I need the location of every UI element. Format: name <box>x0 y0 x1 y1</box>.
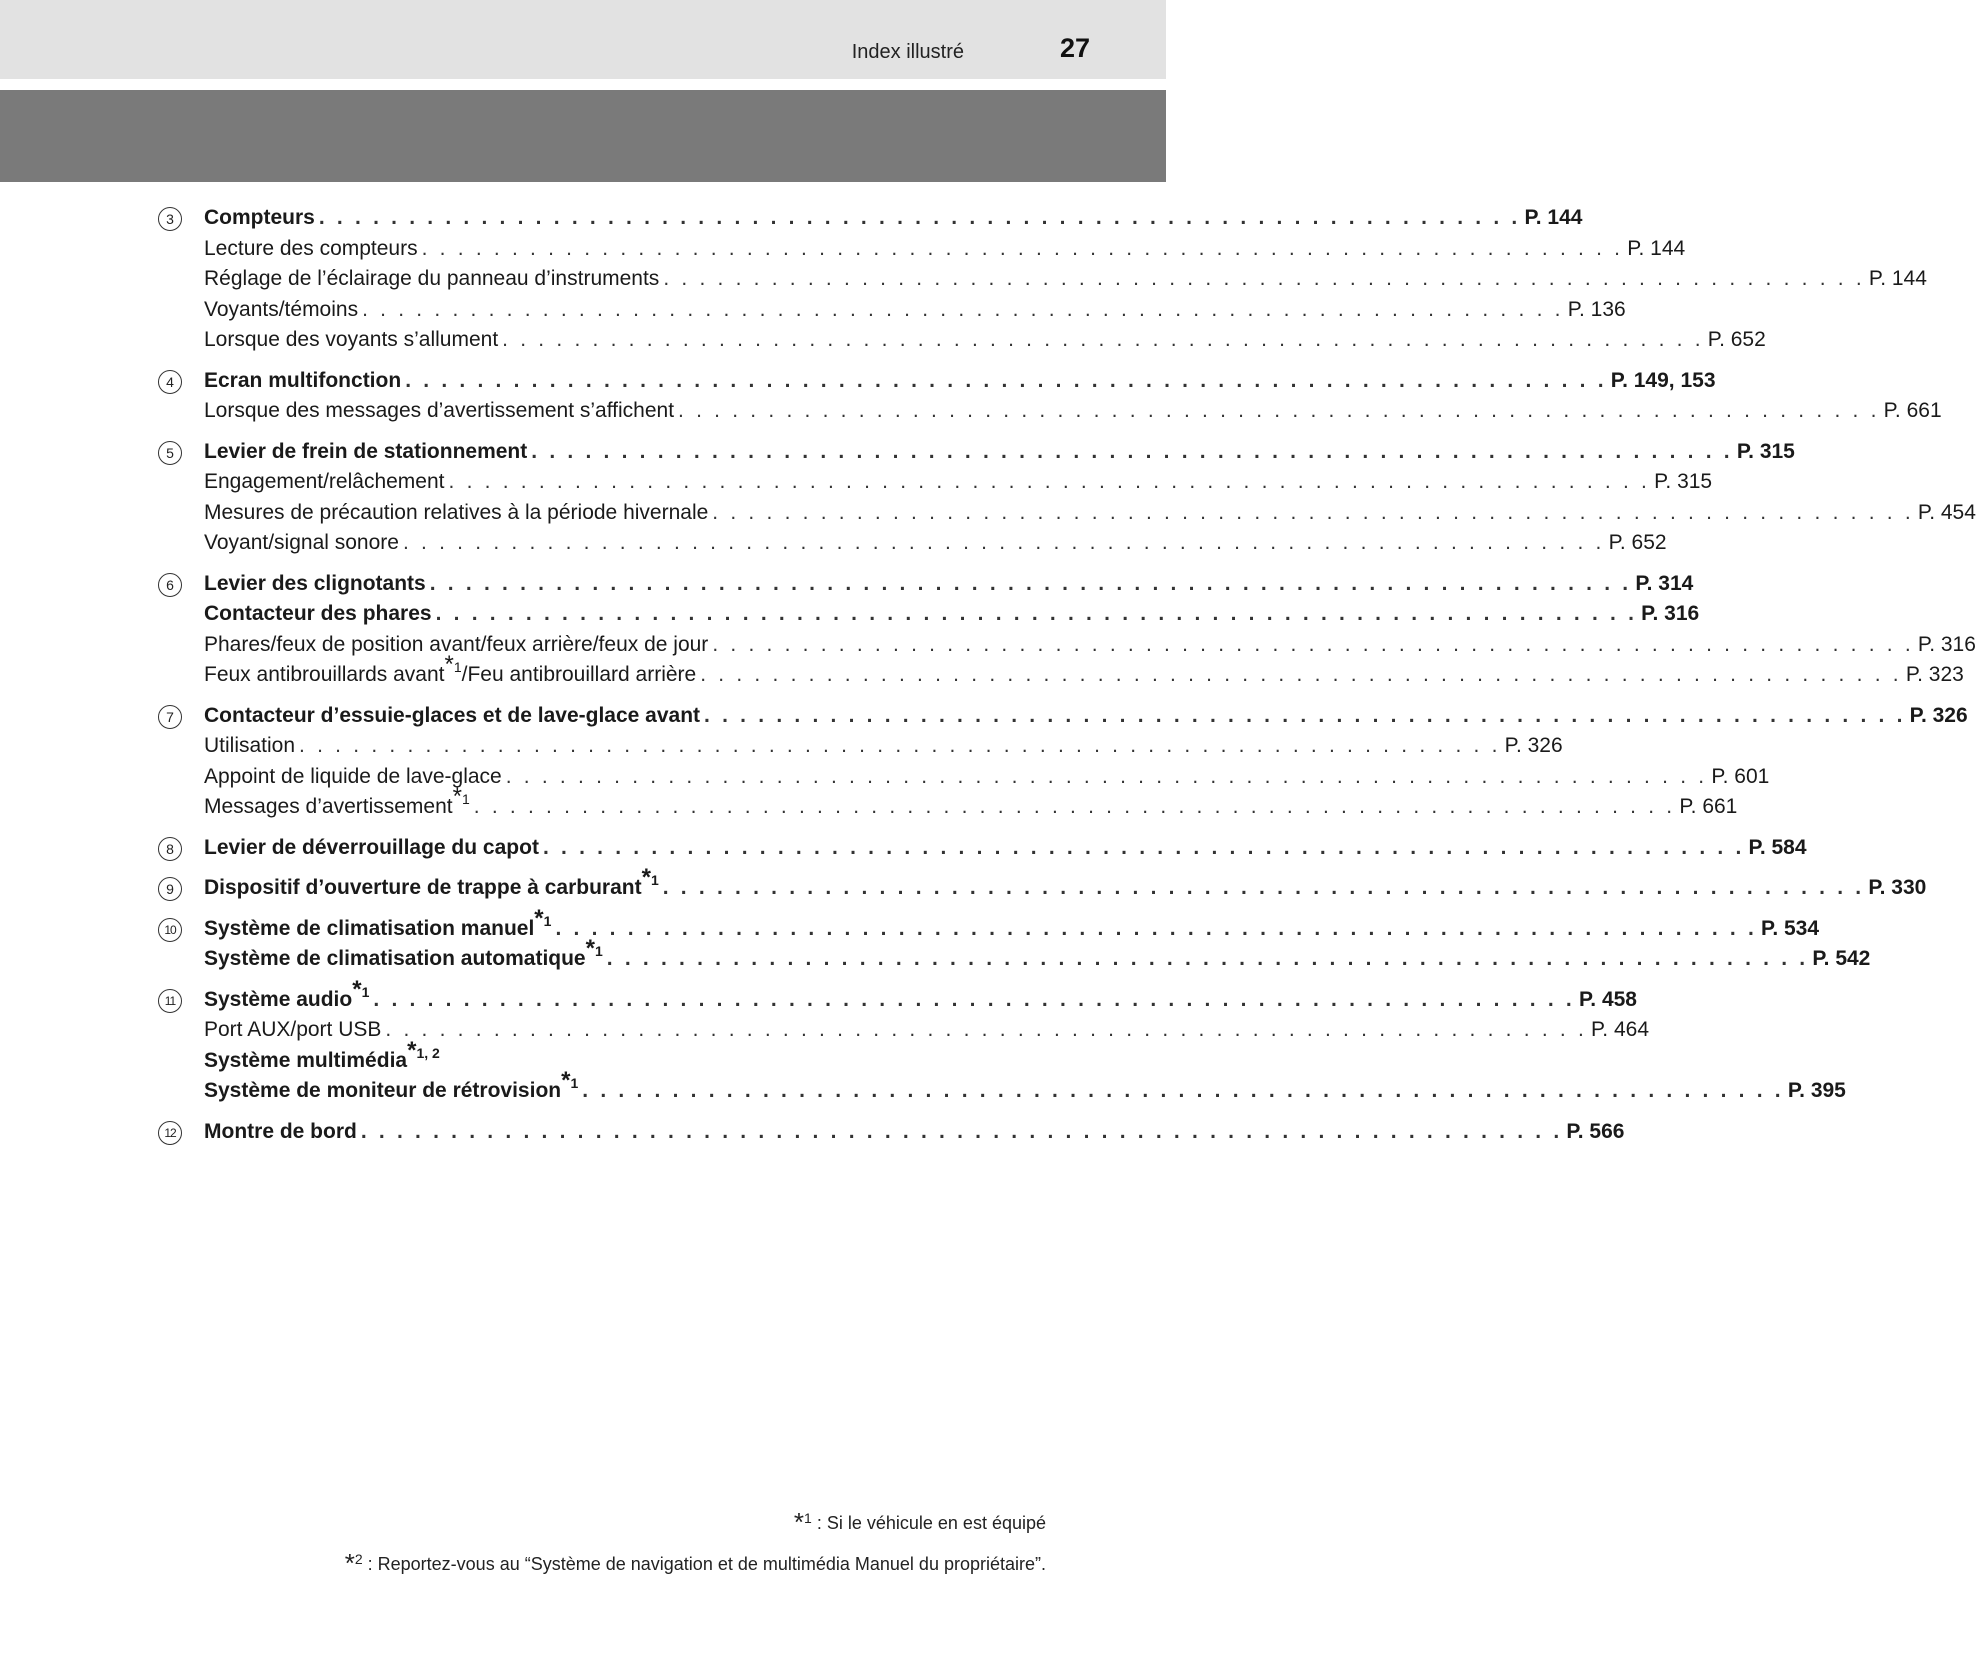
page-reference: P. 144 <box>1524 206 1583 229</box>
index-entry <box>158 935 1871 975</box>
index-entry <box>158 366 1716 397</box>
entry-label: Mesures de précaution relatives à la période hivernale <box>204 500 709 524</box>
leader-dots: . . . . . . . . . . . . . . . . . . . . . . . . . . . . . . . . . . . . . . . . . . . . . . . . . . . . . . . . . . . . . . . . . . . <box>662 876 1865 899</box>
entry-label: Appoint de liquide de lave-glace <box>204 764 502 788</box>
entry-row <box>204 1067 1846 1107</box>
leader-dots: . . . . . . . . . . . . . . . . . . . . . . . . . . . . . . . . . . . . . . . . . . . . . . . . . . . . . . . . . . . . . . . . . . . <box>360 1119 1563 1143</box>
index-entry <box>158 569 1694 600</box>
leader-dots: . . . . . . . . . . . . . . . . . . . . . . . . . . . . . . . . . . . . . . . . . . . . . . . . . . . . . . . . . . . . . . . . . . . <box>582 1079 1784 1102</box>
section-title: Index illustré <box>851 41 964 63</box>
index-entry <box>158 1036 1000 1077</box>
entry-label: Lorsque des voyants s’allument <box>204 328 499 351</box>
page-reference: P. 566 <box>1566 1119 1625 1143</box>
entry-row <box>204 630 1976 661</box>
entry-label: Système multimédia$^{*1, 2}$ <box>204 1036 440 1072</box>
page-reference: P. 144 <box>1868 267 1927 290</box>
footnote-mark: *1 <box>534 904 552 932</box>
leader-dots: . . . . . . . . . . . . . . . . . . . . . . . . . . . . . . . . . . . . . . . . . . . . . . . . . . . . . . . . . . . . . . . . . . . <box>663 267 1865 290</box>
index-entry <box>158 234 1686 265</box>
footnote-item: $*_2$ : Reportez-vous au “Système de navigation et de multimédia Manuel du propriétaire”. <box>344 1548 1046 1578</box>
page-reference: P. 454 <box>1917 500 1976 524</box>
circled-number: 11 <box>158 989 182 1013</box>
leader-dots: . . . . . . . . . . . . . . . . . . . . . . . . . . . . . . . . . . . . . . . . . . . . . . . . . . . . . . . . . . . . . . . . . . . <box>712 500 1914 524</box>
page-reference: P. 601 <box>1711 764 1770 788</box>
circled-number: 7 <box>158 705 182 729</box>
page-reference: P. 136 <box>1567 297 1626 321</box>
entry-row <box>204 234 1686 265</box>
page-reference: P. 314 <box>1635 571 1694 595</box>
page-reference: P. 316 <box>1641 602 1700 625</box>
entry-label: Système de climatisation automatique$^{*1}$ <box>204 935 603 970</box>
entry-row <box>204 498 1976 529</box>
entry-label: Phares/feux de position avant/feux arrière/feux de jour <box>204 632 709 656</box>
leader-dots: . . . . . . . . . . . . . . . . . . . . . . . . . . . . . . . . . . . . . . . . . . . . . . . . . . . . . . . . . . . . . . . . . . . <box>421 236 1624 260</box>
leader-dots: . . . . . . . . . . . . . . . . . . . . . . . . . . . . . . . . . . . . . . . . . . . . . . . . . . . . . . . . . . . . . . . . . . . <box>712 632 1914 656</box>
index-entry <box>158 701 1968 732</box>
index-entry <box>158 498 1976 529</box>
index-entry <box>158 904 1820 945</box>
footnote-item: $*_1$ : Si le véhicule en est équipé <box>793 1507 1046 1537</box>
footnote-mark: *1, 2 <box>407 1036 440 1064</box>
entry-row <box>204 1015 1650 1046</box>
page-reference: P. 458 <box>1578 987 1637 1011</box>
page-number: 27 <box>1059 33 1090 63</box>
page-reference: P. 323 <box>1905 663 1964 686</box>
entry-label: Lorsque des messages d’avertissement s’affichent <box>204 399 675 422</box>
entry-label: Utilisation <box>204 734 296 757</box>
leader-dots: . . . . . . . . . . . . . . . . . . . . . . . . . . . . . . . . . . . . . . . . . . . . . . . . . . . . . . . . . . . . . . . . . . . <box>704 703 1906 727</box>
leader-dots: . . . . . . . . . . . . . . . . . . . . . . . . . . . . . . . . . . . . . . . . . . . . . . . . . . . . . . . . . . . . . . . . . . . <box>555 916 1758 940</box>
entry-row <box>204 833 1807 864</box>
entry-row <box>204 864 1927 904</box>
index-entry <box>158 599 1700 630</box>
entry-label: Système audio$^{*1}$ <box>204 975 370 1011</box>
entry-label: Compteurs <box>204 206 315 229</box>
entry-row <box>204 935 1871 975</box>
circled-number: 9 <box>158 877 182 901</box>
entry-label: Montre de bord <box>204 1119 357 1143</box>
index-entry <box>158 1015 1650 1046</box>
leader-dots: . . . . . . . . . . . . . . . . . . . . . . . . . . . . . . . . . . . . . . . . . . . . . . . . . . . . . . . . . . . . . . . . . . . <box>531 439 1733 463</box>
leader-dots: . . . . . . . . . . . . . . . . . . . . . . . . . . . . . . . . . . . . . . . . . . . . . . . . . . . . . . . . . . . . . . . . . . . <box>448 470 1651 493</box>
index-group <box>158 904 1871 975</box>
entry-row <box>204 528 1667 559</box>
page-reference: P. 315 <box>1654 470 1713 493</box>
footnote-mark: *1 <box>444 651 462 678</box>
circled-number: 10 <box>158 918 182 942</box>
entry-label: Contacteur des phares <box>204 602 432 625</box>
index-group <box>158 1117 1625 1148</box>
entry-row <box>204 1117 1625 1148</box>
entry-label: Feux antibrouillards avant$^{*1}$/Feu antibrouillard arrière <box>204 651 697 686</box>
page-reference: P. 144 <box>1627 236 1686 260</box>
entry-label: Voyant/signal sonore <box>204 531 399 554</box>
index-group <box>158 975 1846 1107</box>
entry-row <box>204 437 1795 468</box>
header-gap <box>0 79 1166 90</box>
entry-row <box>204 467 1713 498</box>
illustrated-index-list <box>158 203 1976 1157</box>
leader-dots: . . . . . . . . . . . . . . . . . . . . . . . . . . . . . . . . . . . . . . . . . . . . . . . . . . . . . . . . . . . . . . . . . . . <box>435 602 1638 625</box>
index-entry <box>158 1117 1625 1148</box>
index-entry <box>158 295 1626 326</box>
entry-label: Dispositif d’ouverture de trappe à carburant$^{*1}$ <box>204 864 659 899</box>
leader-dots: . . . . . . . . . . . . . . . . . . . . . . . . . . . . . . . . . . . . . . . . . . . . . . . . . . . . . . . . . . . . . . . . . . . <box>318 206 1521 229</box>
leader-dots: . . . . . . . . . . . . . . . . . . . . . . . . . . . . . . . . . . . . . . . . . . . . . . . . . . . . . . . . . . . . . . . . . . . <box>362 297 1564 321</box>
index-entry <box>158 437 1795 468</box>
page-reference: P. 652 <box>1707 328 1766 351</box>
page-reference: P. 326 <box>1909 703 1968 727</box>
entry-row <box>204 731 1563 762</box>
page-reference: P. 534 <box>1761 916 1820 940</box>
entry-row <box>204 975 1637 1016</box>
entry-label: Voyants/témoins <box>204 297 359 321</box>
entry-row <box>204 203 1583 234</box>
leader-dots: . . . . . . . . . . . . . . . . . . . . . . . . . . . . . . . . . . . . . . . . . . . . . . . . . . . . . . . . . . . . . . . . . . . <box>299 734 1501 757</box>
index-entry <box>158 833 1807 864</box>
index-entry <box>158 396 1942 427</box>
page-reference: P. 661 <box>1679 795 1738 818</box>
circled-number: 6 <box>158 573 182 597</box>
leader-dots: . . . . . . . . . . . . . . . . . . . . . . . . . . . . . . . . . . . . . . . . . . . . . . . . . . . . . . . . . . . . . . . . . . . <box>429 571 1632 595</box>
entry-label: Levier de frein de stationnement <box>204 439 528 463</box>
index-entry <box>158 264 1927 295</box>
footnote-mark: *1 <box>561 1067 579 1094</box>
entry-label: Engagement/relâchement <box>204 470 445 493</box>
entry-label: Lecture des compteurs <box>204 236 418 260</box>
footnote-mark: *1 <box>641 864 659 891</box>
entry-label: Contacteur d’essuie-glaces et de lave-glace avant <box>204 703 701 727</box>
index-entry <box>158 762 1770 793</box>
index-entry <box>158 651 1964 691</box>
page-reference: P. 584 <box>1748 835 1807 859</box>
entry-row <box>204 295 1626 326</box>
page-reference: P. 330 <box>1868 876 1927 899</box>
leader-dots: . . . . . . . . . . . . . . . . . . . . . . . . . . . . . . . . . . . . . . . . . . . . . . . . . . . . . . . . . . . . . . . . . . . <box>373 987 1575 1011</box>
footnote-mark: *1 <box>352 975 370 1003</box>
circled-number: 12 <box>158 1121 182 1145</box>
leader-dots: . . . . . . . . . . . . . . . . . . . . . . . . . . . . . . . . . . . . . . . . . . . . . . . . . . . . . . . . . . . . . . . . . . . <box>700 663 1902 686</box>
leader-dots: . . . . . . . . . . . . . . . . . . . . . . . . . . . . . . . . . . . . . . . . . . . . . . . . . . . . . . . . . . . . . . . . . . . <box>502 328 1704 351</box>
leader-dots: . . . . . . . . . . . . . . . . . . . . . . . . . . . . . . . . . . . . . . . . . . . . . . . . . . . . . . . . . . . . . . . . . . . <box>505 764 1708 788</box>
footnote-mark: *1 <box>585 935 603 962</box>
entry-label: Levier de déverrouillage du capot <box>204 835 539 859</box>
entry-row <box>204 264 1927 295</box>
leader-dots: . . . . . . . . . . . . . . . . . . . . . . . . . . . . . . . . . . . . . . . . . . . . . . . . . . . . . . . . . . . . . . . . . . . <box>385 1018 1587 1041</box>
entry-row <box>204 325 1766 356</box>
index-group <box>158 203 1927 356</box>
footnote-mark: *1 <box>452 783 470 810</box>
index-group <box>158 833 1807 864</box>
page-reference: P. 652 <box>1608 531 1667 554</box>
page-reference: P. 326 <box>1504 734 1563 757</box>
leader-dots: . . . . . . . . . . . . . . . . . . . . . . . . . . . . . . . . . . . . . . . . . . . . . . . . . . . . . . . . . . . . . . . . . . . <box>542 835 1745 859</box>
index-entry <box>158 325 1766 356</box>
entry-label: Système de moniteur de rétrovision$^{*1}$ <box>204 1067 579 1102</box>
index-entry <box>158 783 1738 823</box>
entry-label: Système de climatisation manuel$^{*1}$ <box>204 904 552 940</box>
leader-dots: . . . . . . . . . . . . . . . . . . . . . . . . . . . . . . . . . . . . . . . . . . . . . . . . . . . . . . . . . . . . . . . . . . . <box>473 795 1676 818</box>
footnotes <box>345 1500 1046 1582</box>
entry-row <box>204 701 1968 732</box>
index-entry <box>158 467 1713 498</box>
entry-row <box>204 366 1716 397</box>
index-entry <box>158 1067 1846 1107</box>
entry-row <box>204 569 1694 600</box>
page-header <box>0 0 1166 79</box>
index-group <box>158 701 1968 823</box>
circled-number: 8 <box>158 837 182 861</box>
page-reference: P. 464 <box>1591 1018 1650 1041</box>
entry-row <box>204 599 1700 630</box>
entry-label: Réglage de l’éclairage du panneau d’instruments <box>204 267 660 290</box>
page-reference: P. 542 <box>1812 947 1871 970</box>
page-reference: P. 661 <box>1883 399 1942 422</box>
entry-row <box>204 904 1820 945</box>
entry-row <box>204 651 1964 691</box>
leader-dots: . . . . . . . . . . . . . . . . . . . . . . . . . . . . . . . . . . . . . . . . . . . . . . . . . . . . . . . . . . . . . . . . . . . <box>405 368 1607 392</box>
entry-label: Levier des clignotants <box>204 571 426 595</box>
index-entry <box>158 630 1976 661</box>
leader-dots: . . . . . . . . . . . . . . . . . . . . . . . . . . . . . . . . . . . . . . . . . . . . . . . . . . . . . . . . . . . . . . . . . . . <box>678 399 1880 422</box>
gray-band <box>0 90 1166 182</box>
page-reference: P. 395 <box>1787 1079 1846 1102</box>
entry-label: Ecran multifonction <box>204 368 402 392</box>
index-group <box>158 437 1976 559</box>
entry-row <box>204 783 1738 823</box>
index-group <box>158 569 1976 691</box>
index-entry <box>158 203 1583 234</box>
index-entry <box>158 864 1927 904</box>
entry-row <box>204 762 1770 793</box>
leader-dots: . . . . . . . . . . . . . . . . . . . . . . . . . . . . . . . . . . . . . . . . . . . . . . . . . . . . . . . . . . . . . . . . . . . <box>606 947 1809 970</box>
page-reference: P. 149, 153 <box>1610 368 1716 392</box>
entry-label: Messages d’avertissement$^{*1}$ <box>204 783 470 818</box>
leader-dots: . . . . . . . . . . . . . . . . . . . . . . . . . . . . . . . . . . . . . . . . . . . . . . . . . . . . . . . . . . . . . . . . . . . <box>402 531 1605 554</box>
page-reference: P. 316 <box>1917 632 1976 656</box>
circled-number: 5 <box>158 441 182 465</box>
index-entry <box>158 528 1667 559</box>
index-entry <box>158 975 1637 1016</box>
page-reference: P. 315 <box>1736 439 1795 463</box>
entry-label: Port AUX/port USB <box>204 1018 382 1041</box>
circled-number: 3 <box>158 207 182 231</box>
entry-row <box>204 1036 1000 1077</box>
entry-row <box>204 396 1942 427</box>
index-entry <box>158 731 1563 762</box>
index-group <box>158 864 1927 904</box>
index-group <box>158 366 1942 427</box>
circled-number: 4 <box>158 370 182 394</box>
